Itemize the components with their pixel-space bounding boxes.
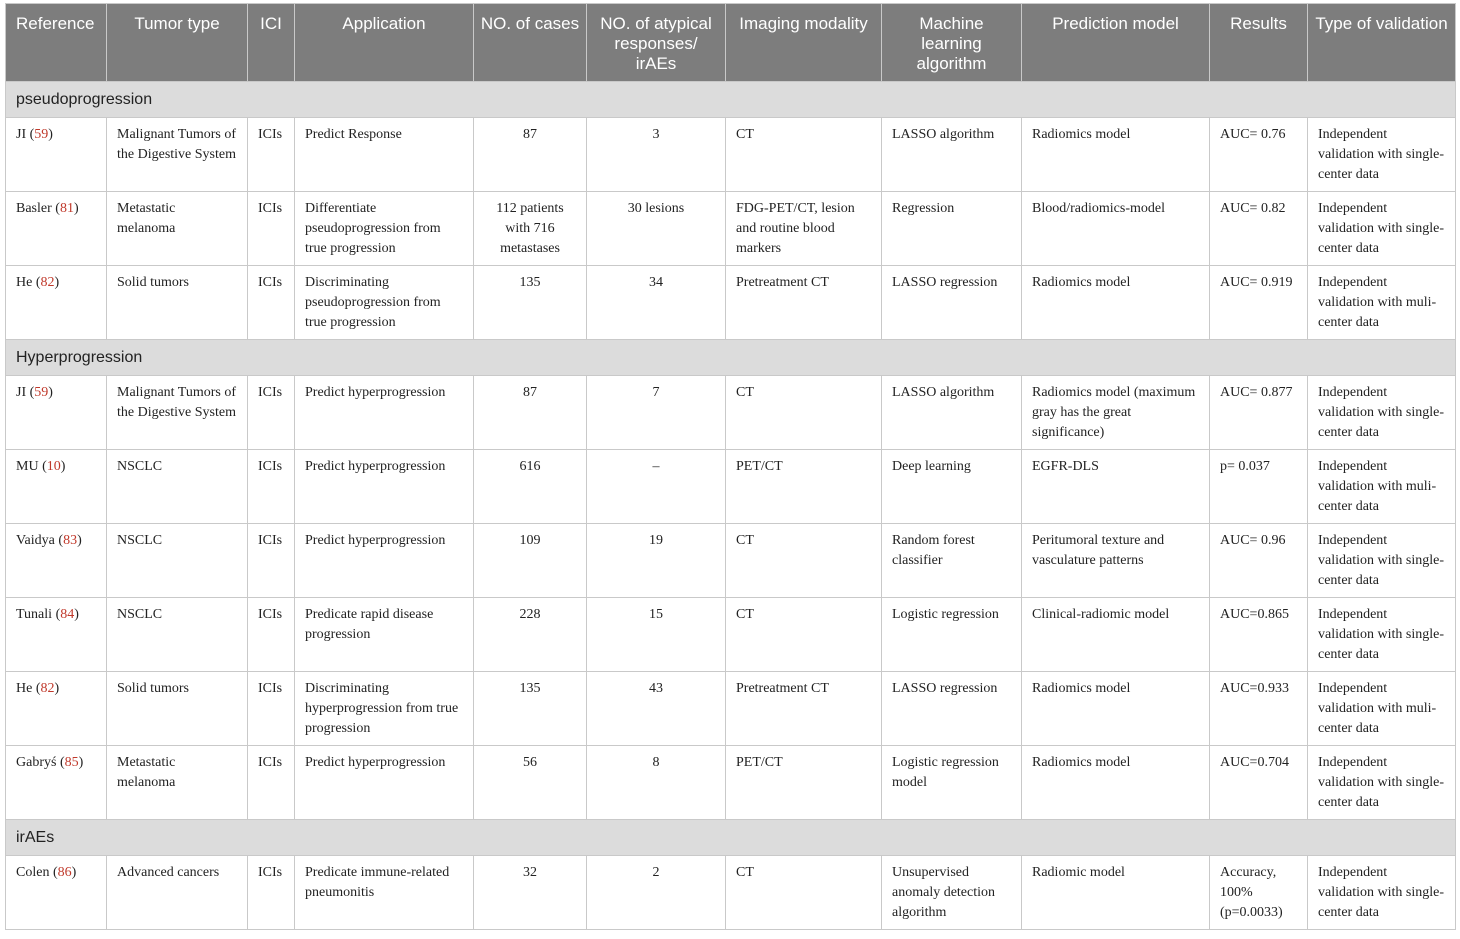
table-row: [6, 450, 1456, 524]
cell-model: Radiomics model: [1022, 118, 1210, 192]
reference-author: JI: [16, 385, 27, 400]
cell-application: Differentiate pseudoprogression from true progression: [295, 192, 474, 266]
cell-atypical: 30 lesions: [587, 192, 726, 266]
cell-cases: 135: [474, 266, 587, 340]
reference-link[interactable]: 82: [40, 275, 55, 290]
reference-author: Basler: [16, 201, 52, 216]
cell-tumor-type: Malignant Tumors of the Digestive System: [107, 376, 248, 450]
cell-reference: Vaidya (83): [6, 524, 107, 598]
cell-imaging: CT: [726, 376, 882, 450]
cell-application: Predict hyperprogression: [295, 376, 474, 450]
cell-application: Predict Response: [295, 118, 474, 192]
header-cases: NO. of cases: [474, 4, 587, 82]
table-header: [6, 4, 1456, 82]
cell-ici: ICIs: [248, 598, 295, 672]
cell-ici: ICIs: [248, 376, 295, 450]
cell-cases: 109: [474, 524, 587, 598]
cell-results: AUC= 0.82: [1210, 192, 1308, 266]
cell-model: Blood/radiomics-model: [1022, 192, 1210, 266]
cell-results: AUC= 0.76: [1210, 118, 1308, 192]
cell-cases: 56: [474, 746, 587, 820]
header-algorithm: Machine learning algorithm: [882, 4, 1022, 82]
cell-algorithm: Logistic regression model: [882, 746, 1022, 820]
cell-model: Clinical-radiomic model: [1022, 598, 1210, 672]
table-row: [6, 598, 1456, 672]
table-row: [6, 376, 1456, 450]
data-table: [5, 3, 1456, 930]
cell-algorithm: LASSO regression: [882, 672, 1022, 746]
cell-imaging: CT: [726, 524, 882, 598]
reference-link[interactable]: 59: [34, 127, 49, 142]
header-validation: Type of validation: [1308, 4, 1456, 82]
header-tumor-type: Tumor type: [107, 4, 248, 82]
cell-application: Predict hyperprogression: [295, 450, 474, 524]
cell-tumor-type: Malignant Tumors of the Digestive System: [107, 118, 248, 192]
cell-tumor-type: Advanced cancers: [107, 856, 248, 930]
header-reference: Reference: [6, 4, 107, 82]
cell-algorithm: LASSO algorithm: [882, 118, 1022, 192]
cell-reference: MU (10): [6, 450, 107, 524]
table-body: [6, 82, 1456, 930]
reference-link[interactable]: 86: [57, 865, 72, 880]
cell-validation: Independent validation with single-center data: [1308, 118, 1456, 192]
cell-ici: ICIs: [248, 856, 295, 930]
cell-atypical: 7: [587, 376, 726, 450]
header-atypical: NO. of atypical responses/ irAEs: [587, 4, 726, 82]
reference-link[interactable]: 84: [60, 607, 75, 622]
cell-validation: Independent validation with single-center data: [1308, 192, 1456, 266]
cell-atypical: 15: [587, 598, 726, 672]
cell-application: Predicate rapid disease progression: [295, 598, 474, 672]
reference-author: He: [16, 681, 33, 696]
cell-reference: Basler (81): [6, 192, 107, 266]
cell-algorithm: Logistic regression: [882, 598, 1022, 672]
cell-results: Accuracy, 100% (p=0.0033): [1210, 856, 1308, 930]
cell-results: AUC= 0.877: [1210, 376, 1308, 450]
table-row: [6, 856, 1456, 930]
cell-validation: Independent validation with single-center data: [1308, 856, 1456, 930]
cell-results: AUC=0.933: [1210, 672, 1308, 746]
cell-model: Radiomic model: [1022, 856, 1210, 930]
cell-imaging: PET/CT: [726, 450, 882, 524]
table-row: [6, 672, 1456, 746]
header-imaging: Imaging modality: [726, 4, 882, 82]
reference-link[interactable]: 59: [34, 385, 49, 400]
reference-author: Tunali: [16, 607, 53, 622]
cell-application: Discriminating pseudoprogression from true progression: [295, 266, 474, 340]
reference-link[interactable]: 10: [46, 459, 61, 474]
cell-cases: 228: [474, 598, 587, 672]
cell-results: AUC=0.704: [1210, 746, 1308, 820]
reference-author: Gabryś: [16, 755, 57, 770]
cell-tumor-type: Metastatic melanoma: [107, 746, 248, 820]
cell-cases: 135: [474, 672, 587, 746]
cell-imaging: CT: [726, 856, 882, 930]
cell-imaging: CT: [726, 598, 882, 672]
cell-reference: JI (59): [6, 118, 107, 192]
cell-ici: ICIs: [248, 118, 295, 192]
cell-algorithm: Deep learning: [882, 450, 1022, 524]
cell-tumor-type: Solid tumors: [107, 672, 248, 746]
cell-validation: Independent validation with single-center data: [1308, 598, 1456, 672]
cell-algorithm: Random forest classifier: [882, 524, 1022, 598]
reference-author: Colen: [16, 865, 50, 880]
cell-reference: He (82): [6, 672, 107, 746]
reference-author: JI: [16, 127, 27, 142]
table-row: [6, 524, 1456, 598]
header-results: Results: [1210, 4, 1308, 82]
cell-cases: 112 patients with 716 metastases: [474, 192, 587, 266]
reference-link[interactable]: 82: [40, 681, 55, 696]
cell-imaging: Pretreatment CT: [726, 266, 882, 340]
cell-model: Radiomics model: [1022, 672, 1210, 746]
section-row: [6, 820, 1456, 856]
cell-ici: ICIs: [248, 450, 295, 524]
cell-tumor-type: NSCLC: [107, 524, 248, 598]
cell-tumor-type: Solid tumors: [107, 266, 248, 340]
cell-tumor-type: NSCLC: [107, 450, 248, 524]
reference-link[interactable]: 81: [59, 201, 74, 216]
cell-algorithm: LASSO algorithm: [882, 376, 1022, 450]
cell-algorithm: Regression: [882, 192, 1022, 266]
table-row: [6, 118, 1456, 192]
reference-author: Vaidya: [16, 533, 55, 548]
cell-atypical: 19: [587, 524, 726, 598]
cell-reference: Tunali (84): [6, 598, 107, 672]
cell-algorithm: LASSO regression: [882, 266, 1022, 340]
header-ici: ICI: [248, 4, 295, 82]
cell-ici: ICIs: [248, 192, 295, 266]
cell-imaging: Pretreatment CT: [726, 672, 882, 746]
table-row: [6, 746, 1456, 820]
cell-algorithm: Unsupervised anomaly detection algorithm: [882, 856, 1022, 930]
reference-link[interactable]: 83: [63, 533, 78, 548]
header-model: Prediction model: [1022, 4, 1210, 82]
cell-model: Radiomics model (maximum gray has the great significance): [1022, 376, 1210, 450]
cell-atypical: 34: [587, 266, 726, 340]
table-container: [5, 3, 1455, 930]
cell-ici: ICIs: [248, 266, 295, 340]
cell-model: Peritumoral texture and vasculature patterns: [1022, 524, 1210, 598]
cell-results: AUC= 0.96: [1210, 524, 1308, 598]
cell-reference: Colen (86): [6, 856, 107, 930]
cell-model: EGFR-DLS: [1022, 450, 1210, 524]
cell-cases: 616: [474, 450, 587, 524]
section-title: irAEs: [6, 820, 1456, 856]
cell-atypical: 8: [587, 746, 726, 820]
cell-reference: He (82): [6, 266, 107, 340]
section-row: [6, 82, 1456, 118]
cell-atypical: 2: [587, 856, 726, 930]
cell-validation: Independent validation with muli-center data: [1308, 450, 1456, 524]
cell-application: Predict hyperprogression: [295, 524, 474, 598]
cell-application: Discriminating hyperprogression from true progression: [295, 672, 474, 746]
cell-model: Radiomics model: [1022, 266, 1210, 340]
cell-application: Predicate immune-related pneumonitis: [295, 856, 474, 930]
cell-cases: 87: [474, 118, 587, 192]
cell-validation: Independent validation with muli-center data: [1308, 266, 1456, 340]
cell-atypical: 43: [587, 672, 726, 746]
cell-validation: Independent validation with single-center data: [1308, 746, 1456, 820]
cell-validation: Independent validation with single-center data: [1308, 524, 1456, 598]
cell-ici: ICIs: [248, 672, 295, 746]
section-title: Hyperprogression: [6, 340, 1456, 376]
cell-validation: Independent validation with muli-center data: [1308, 672, 1456, 746]
cell-results: p= 0.037: [1210, 450, 1308, 524]
reference-link[interactable]: 85: [64, 755, 79, 770]
cell-results: AUC=0.865: [1210, 598, 1308, 672]
cell-ici: ICIs: [248, 524, 295, 598]
cell-reference: Gabryś (85): [6, 746, 107, 820]
cell-ici: ICIs: [248, 746, 295, 820]
cell-application: Predict hyperprogression: [295, 746, 474, 820]
section-row: [6, 340, 1456, 376]
cell-imaging: FDG-PET/CT, lesion and routine blood markers: [726, 192, 882, 266]
section-title: pseudoprogression: [6, 82, 1456, 118]
cell-model: Radiomics model: [1022, 746, 1210, 820]
cell-validation: Independent validation with single-center data: [1308, 376, 1456, 450]
cell-reference: JI (59): [6, 376, 107, 450]
table-row: [6, 192, 1456, 266]
cell-tumor-type: NSCLC: [107, 598, 248, 672]
table-row: [6, 266, 1456, 340]
cell-tumor-type: Metastatic melanoma: [107, 192, 248, 266]
reference-author: He: [16, 275, 33, 290]
cell-imaging: CT: [726, 118, 882, 192]
header-application: Application: [295, 4, 474, 82]
cell-imaging: PET/CT: [726, 746, 882, 820]
reference-author: MU: [16, 459, 39, 474]
cell-cases: 32: [474, 856, 587, 930]
cell-cases: 87: [474, 376, 587, 450]
cell-atypical: 3: [587, 118, 726, 192]
cell-atypical: –: [587, 450, 726, 524]
cell-results: AUC= 0.919: [1210, 266, 1308, 340]
